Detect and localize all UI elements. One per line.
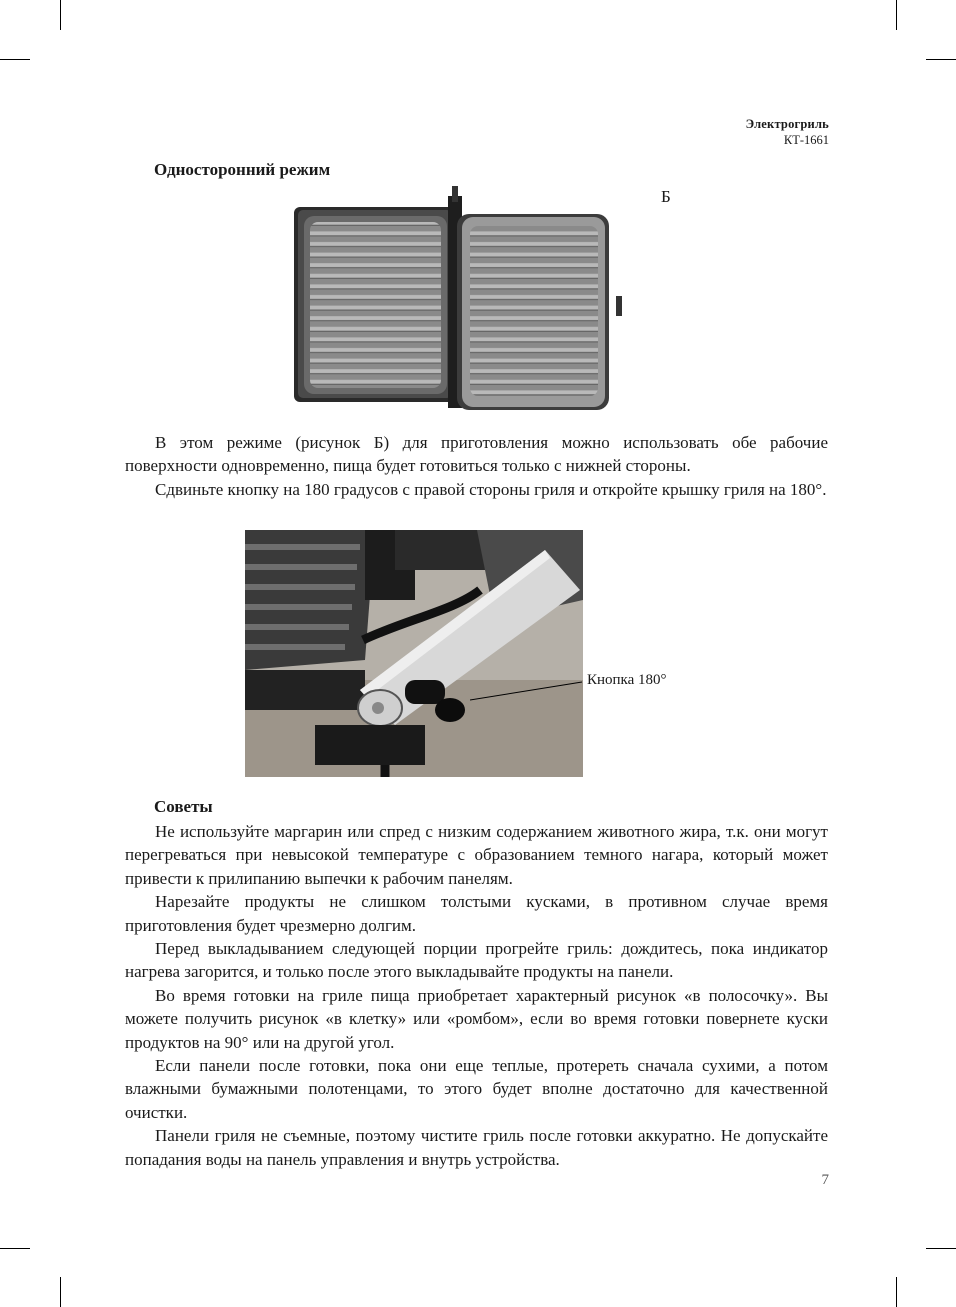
paragraph: Перед выкладыванием следующей порции прогрейте гриль: дождитесь, пока индикатор нагрева загорится, и только после этого выкладывайте продукты на панели.	[125, 939, 828, 982]
header-title: Электрогриль	[745, 117, 829, 131]
paragraph: Во время готовки на гриле пища приобретает характерный рисунок «в полосочку». Вы можете получить рисунок «в клетку» или «ромбом», если во время готовки повернете куски продуктов на 90° или на другой угол.	[125, 985, 828, 1052]
crop-mark	[60, 1277, 61, 1307]
callout-line	[470, 676, 590, 704]
paragraph: Нарезайте продукты не слишком толстыми кусками, в противном случае время приготовления будет чрезмерно долгим.	[125, 892, 828, 935]
paragraph: Сдвиньте кнопку на 180 градусов с правой стороны гриля и откройте крышку гриля на 180°.	[155, 479, 827, 499]
paragraph: В этом режиме (рисунок Б) для приготовления можно использовать обе рабочие поверхности одновременно, пища будет готовиться только с нижней стороны.	[125, 433, 828, 476]
crop-mark	[926, 59, 956, 60]
crop-mark	[0, 59, 30, 60]
crop-mark	[0, 1248, 30, 1249]
tips-text	[125, 820, 828, 1171]
paragraph: Если панели после готовки, пока они еще теплые, протереть сначала сухими, а потом влажными бумажными полотенцами, то этого будет вполне достаточно для качественной очистки.	[125, 1056, 828, 1122]
hinge-button-closeup-image	[245, 530, 583, 777]
crop-mark	[926, 1248, 956, 1249]
crop-mark	[896, 1277, 897, 1307]
paragraph: Панели гриля не съемные, поэтому чистите гриль после готовки аккуратно. Не допускайте попадания воды на панель управления и внутрь устройства.	[125, 1126, 828, 1169]
crop-mark	[896, 0, 897, 30]
button-180-callout: Кнопка 180°	[587, 672, 667, 688]
section1-text	[125, 431, 828, 501]
crop-mark	[60, 0, 61, 30]
open-grill-image	[290, 186, 628, 418]
page-number: 7	[821, 1172, 829, 1188]
section-heading-one-sided-mode: Односторонний режим	[154, 160, 331, 179]
figure-label: Б	[661, 187, 671, 206]
header-model: КТ-1661	[783, 133, 829, 147]
section-heading-tips: Советы	[154, 797, 213, 816]
paragraph: Не используйте маргарин или спред с низким содержанием животного жира, т.к. они могут перегреваться при невысокой температуре с образованием темного нагара, который может привести к прилипанию выпечки к рабочим панелям.	[125, 822, 828, 888]
